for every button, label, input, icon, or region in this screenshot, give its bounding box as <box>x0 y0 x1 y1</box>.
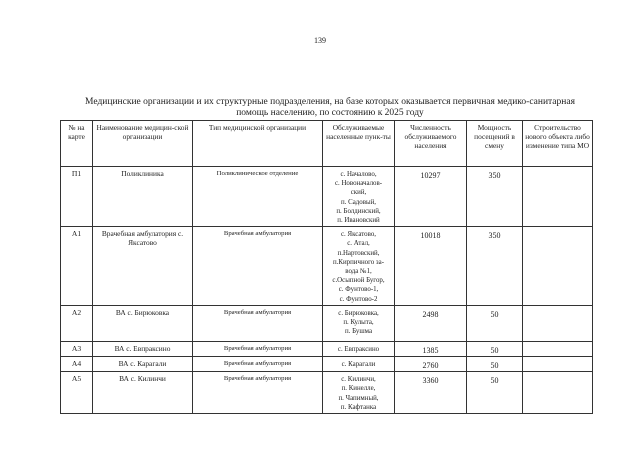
table-row <box>61 305 593 341</box>
settlement-line: с. Фунтово-2 <box>339 295 378 303</box>
cell-org-name: ВА с. Бирюковка <box>93 305 193 341</box>
settlement-line: с. Бирюковка, <box>338 309 379 317</box>
cell-org-type: Поликлиническое отделение <box>193 167 323 227</box>
cell-map-number: А2 <box>61 305 93 341</box>
settlement-line: п. Чапимный, <box>338 394 379 402</box>
settlement-line: п. Бушма <box>344 328 373 336</box>
cell-capacity: 50 <box>467 341 523 356</box>
cell-capacity: 50 <box>467 305 523 341</box>
settlement-line: п.Нартовский, <box>337 249 380 257</box>
col-header-construction: Строительство нового объекта либо изменение типа МО <box>523 121 593 167</box>
col-header-capacity: Мощность посещений в смену <box>467 121 523 167</box>
table-row <box>61 227 593 306</box>
cell-construction <box>523 341 593 356</box>
settlement-line: с. Карагали <box>341 361 376 369</box>
settlement-line: п. Болдинский, <box>336 207 381 215</box>
cell-population: 1385 <box>395 341 467 356</box>
cell-population: 2760 <box>395 357 467 372</box>
settlement-line: п. Кинелле, <box>341 385 376 393</box>
cell-population: 10297 <box>395 167 467 227</box>
cell-capacity: 350 <box>467 167 523 227</box>
table-header-row <box>61 121 593 167</box>
cell-settlements <box>323 227 395 306</box>
settlement-line: с. Новоначалов- <box>334 180 383 188</box>
cell-settlements <box>323 305 395 341</box>
cell-org-type: Врачебная амбулатория <box>193 372 323 414</box>
col-header-map-number: № на карте <box>61 121 93 167</box>
cell-org-type: Врачебная амбулатория <box>193 305 323 341</box>
cell-capacity: 50 <box>467 372 523 414</box>
settlement-line: с.Осыпной Бугор, <box>332 277 385 285</box>
cell-org-name: Врачебная амбулатория с. Яксатово <box>93 227 193 306</box>
settlement-line: п. Ивановский <box>337 217 380 225</box>
cell-org-name: ВА с. Евпраксино <box>93 341 193 356</box>
table-row <box>61 357 593 372</box>
cell-map-number: А4 <box>61 357 93 372</box>
cell-construction <box>523 357 593 372</box>
cell-map-number: А1 <box>61 227 93 306</box>
cell-map-number: А5 <box>61 372 93 414</box>
table-row <box>61 341 593 356</box>
medical-organizations-table <box>60 120 593 414</box>
settlement-line: п. Кулыта, <box>343 319 374 327</box>
settlement-line: с. Началово, <box>340 171 377 178</box>
settlement-line: с. Фунтово-1, <box>338 286 379 294</box>
cell-settlements <box>323 167 395 227</box>
title-line-2: помощь населению, по состоянию к 2025 году <box>236 108 424 118</box>
settlement-line: с. Атал, <box>347 240 370 248</box>
cell-construction <box>523 305 593 341</box>
cell-capacity: 50 <box>467 357 523 372</box>
cell-population: 2498 <box>395 305 467 341</box>
cell-population: 10018 <box>395 227 467 306</box>
settlement-line: вода №1, <box>345 268 372 276</box>
cell-org-type: Врачебная амбулатория <box>193 227 323 306</box>
cell-population: 3360 <box>395 372 467 414</box>
cell-org-name: ВА с. Карагали <box>93 357 193 372</box>
col-header-settlements: Обслуживаемые населенные пунк-ты <box>323 121 395 167</box>
table-row <box>61 372 593 414</box>
page-number: 139 <box>314 36 326 45</box>
cell-settlements <box>323 372 395 414</box>
cell-construction <box>523 227 593 306</box>
title-line-1: Медицинские организации и их структурные подразделения, на базе которых оказывается первичная медико-санитарная <box>85 97 575 107</box>
table-body <box>61 167 593 414</box>
settlement-line: п. Кафтанка <box>340 403 377 411</box>
cell-settlements <box>323 357 395 372</box>
cell-settlements <box>323 341 395 356</box>
cell-capacity: 350 <box>467 227 523 306</box>
col-header-org-type: Тип медицинской организации <box>193 121 323 167</box>
settlement-line: п. Садовый, <box>340 198 377 206</box>
cell-construction <box>523 372 593 414</box>
col-header-org-name: Наименование медицин-ской организации <box>93 121 193 167</box>
cell-org-name: ВА с. Килинчи <box>93 372 193 414</box>
col-header-population: Численность обслуживаемого населения <box>395 121 467 167</box>
cell-org-type: Врачебная амбулатория <box>193 357 323 372</box>
cell-map-number: П1 <box>61 167 93 227</box>
table-row <box>61 167 593 227</box>
cell-org-type: Врачебная амбулатория <box>193 341 323 356</box>
cell-construction <box>523 167 593 227</box>
cell-org-name: Поликлиника <box>93 167 193 227</box>
settlement-line: ский, <box>350 189 367 197</box>
settlement-line: п.Кирпичного за- <box>332 258 384 266</box>
settlement-line: с. Килинчи, <box>341 376 376 384</box>
cell-map-number: А3 <box>61 341 93 356</box>
settlement-line: с. Яксатово, <box>340 231 377 239</box>
document-title <box>40 97 620 119</box>
settlement-line: с. Евпраксино <box>337 345 380 353</box>
